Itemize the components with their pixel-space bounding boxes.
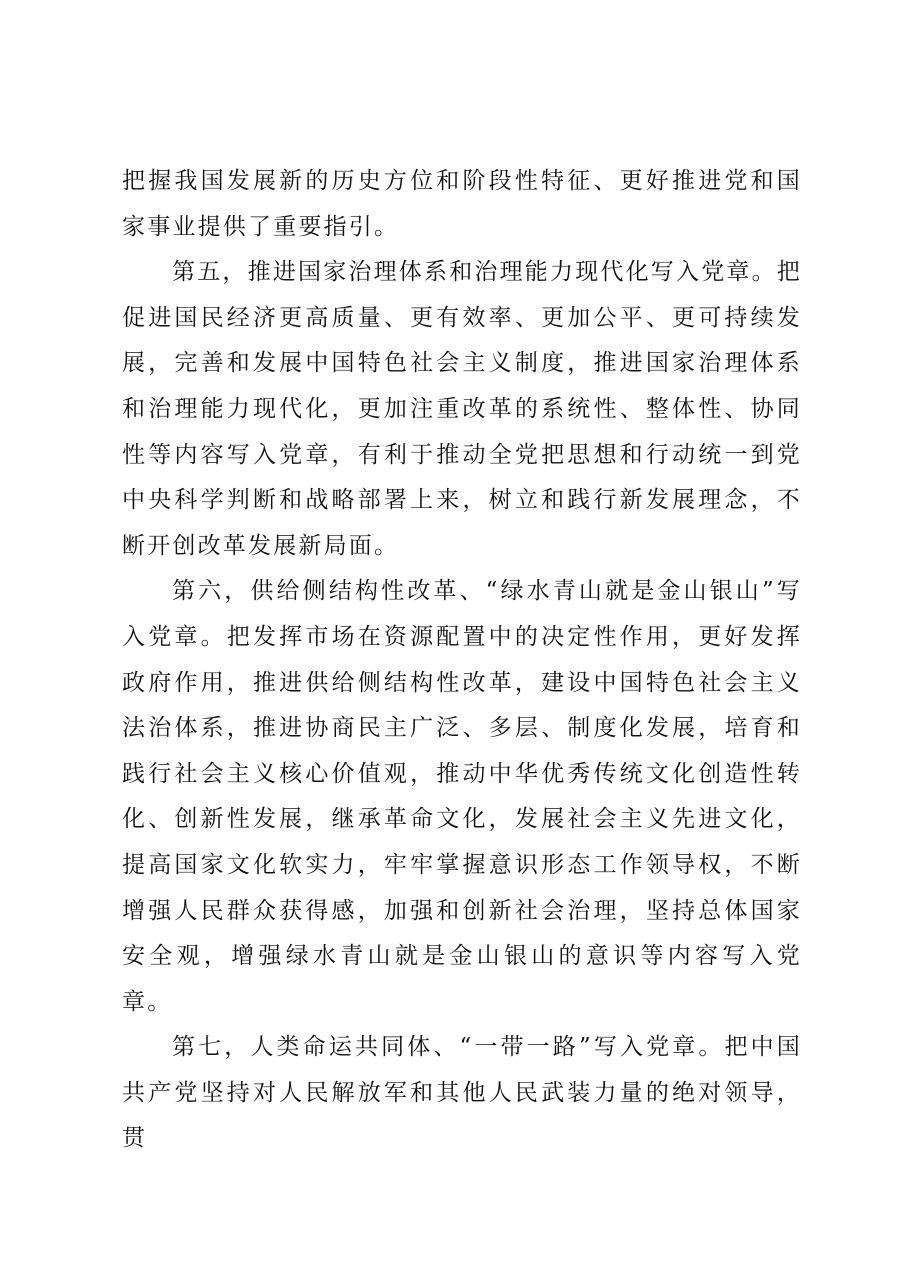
- paragraph-seventh-point: 第七，人类命运共同体、“一带一路”写入党章。把中国共产党坚持对人民解放军和其他人民武装力量的绝对领导，贯: [122, 1034, 802, 1152]
- document-body: [122, 159, 802, 1162]
- paragraph-continuation: 把握我国发展新的历史方位和阶段性特征、更好推进党和国家事业提供了重要指引。: [122, 168, 802, 240]
- paragraph-fifth-point: 第五，推进国家治理体系和治理能力现代化写入党章。把促进国民经济更高质量、更有效率、更加公平、更可持续发展，完善和发展中国特色社会主义制度，推进国家治理体系和治理能力现代化，更加注重改革的系统性、整体性、协同性等内容写入党章，有利于推动全党把思想和行动统一到党中央科学判断和战略部署上来，树立和践行新发展理念，不断开创改革发展新局面。: [122, 259, 802, 559]
- paragraph-sixth-point: 第六，供给侧结构性改革、“绿水青山就是金山银山”写入党章。把发挥市场在资源配置中的决定性作用，更好发挥政府作用，推进供给侧结构性改革，建设中国特色社会主义法治体系，推进协商民主广泛、多层、制度化发展，培育和践行社会主义核心价值观，推动中华优秀传统文化创造性转化、创新性发展，继承革命文化，发展社会主义先进文化，提高国家文化软实力，牢牢掌握意识形态工作领导权，不断增强人民群众获得感，加强和创新社会治理，坚持总体国家安全观，增强绿水青山就是金山银山的意识等内容写入党章。: [122, 578, 802, 1015]
